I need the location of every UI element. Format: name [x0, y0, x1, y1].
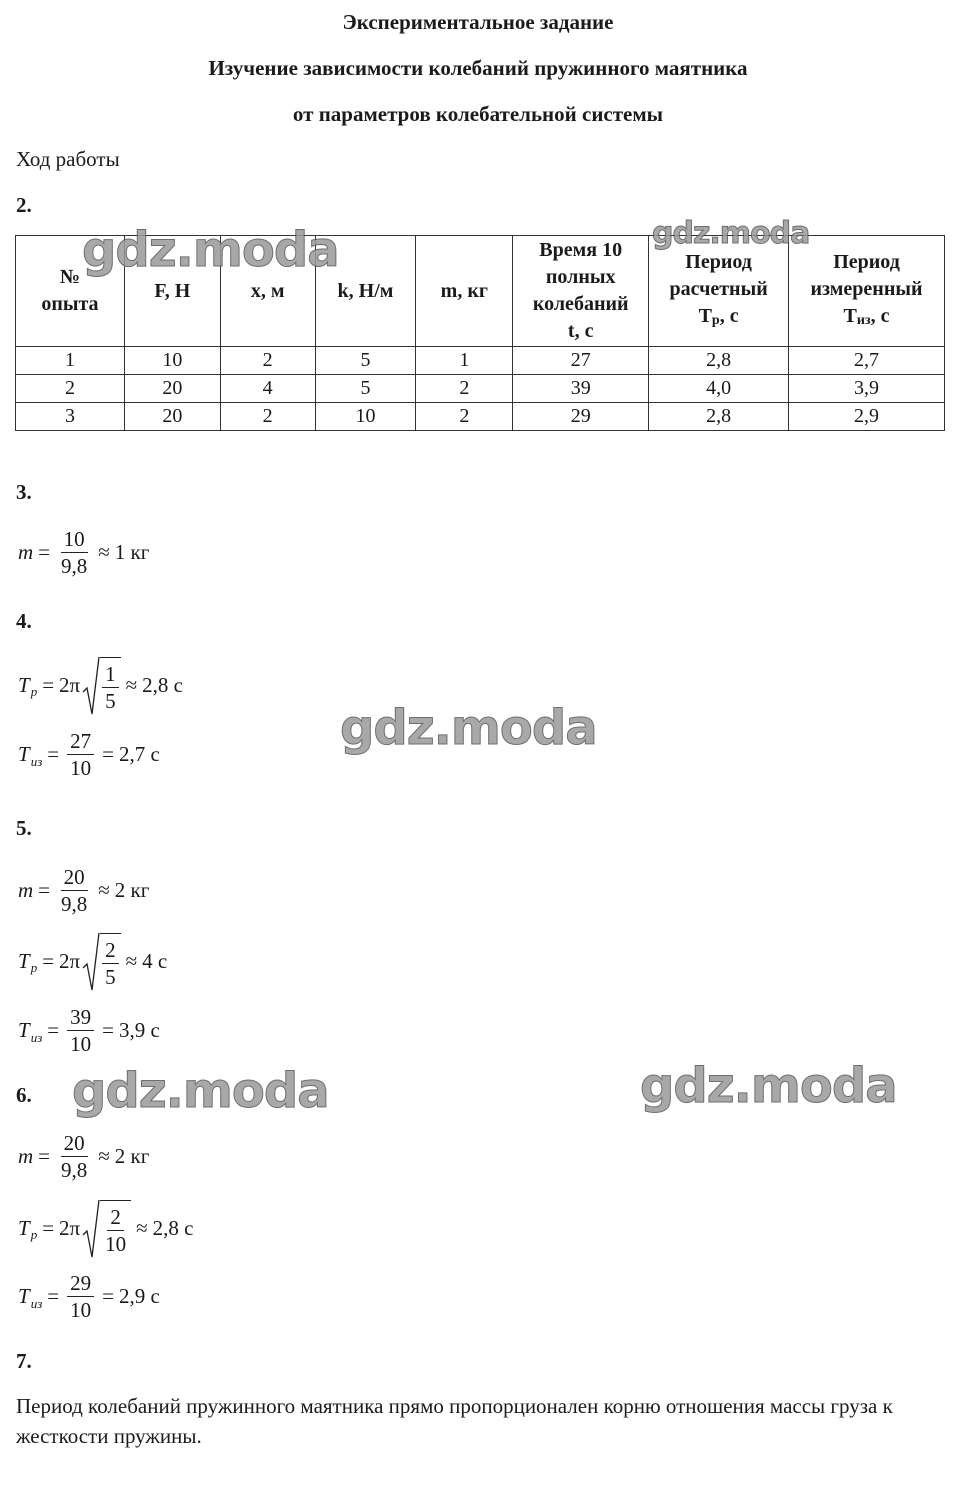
intro-label: Ход работы	[16, 147, 120, 171]
header-time: Время 10 полных колебаний t, с	[513, 236, 649, 347]
watermark: gdz.moda	[72, 1063, 329, 1119]
table-cell: 1	[16, 347, 125, 375]
conclusion-text: Период колебаний пружинного маятника прямо пропорционален корню отношения массы груза к жесткости пружины.	[16, 1394, 893, 1448]
table-cell: 2	[416, 375, 513, 403]
document-subtitle-2: от параметров колебательной системы	[292, 102, 664, 126]
watermark: gdz.moda	[82, 222, 339, 278]
table-cell: 3	[16, 403, 125, 431]
table-cell: 10	[124, 347, 220, 375]
section-4-number: 4.	[16, 609, 32, 633]
formula-period-measured-5: T из = $\frac{39}{10}$ = 3,9 с	[18, 1005, 160, 1056]
table-cell: 39	[513, 375, 649, 403]
table-cell: 3,9	[789, 375, 945, 403]
header-mass: m, кг	[416, 236, 513, 347]
table-cell: 2,8	[649, 403, 789, 431]
watermark: gdz.moda	[640, 1058, 897, 1114]
formula-mass-3: m = $\frac{10}{9,8}$ ≈ 1 кг	[18, 527, 150, 578]
table-cell: 10	[315, 403, 416, 431]
table-cell: 1	[416, 347, 513, 375]
sqrt-sign: $\frac{2}{10}$	[82, 1197, 131, 1259]
header-experiment-number: № опыта	[16, 236, 125, 347]
section-7-number: 7.	[16, 1349, 32, 1373]
section-2-number: 2.	[16, 193, 32, 217]
table-cell: 4	[220, 375, 315, 403]
section-6-number: 6.	[16, 1083, 32, 1107]
table-cell: 5	[315, 347, 416, 375]
table-cell: 29	[513, 403, 649, 431]
document-subtitle: Изучение зависимости колебаний пружинного маятника	[208, 56, 748, 80]
formula-period-calculated-5: T p = 2π $\frac{2}{5}$ ≈ 4 с	[18, 930, 167, 992]
formula-period-measured-4: T из = $\frac{27}{10}$ = 2,7 с	[18, 729, 160, 780]
sqrt-sign: $\frac{1}{5}$	[82, 654, 121, 716]
header-extension: x, м	[220, 236, 315, 347]
table-cell: 2,9	[789, 403, 945, 431]
table-cell: 27	[513, 347, 649, 375]
header-stiffness: k, Н/м	[315, 236, 416, 347]
table-row	[16, 375, 945, 403]
table-cell: 20	[124, 375, 220, 403]
table-row	[16, 347, 945, 375]
table-cell: 4,0	[649, 375, 789, 403]
header-period-calculated: Период расчетный $Т_р$, с	[649, 236, 789, 347]
table-row	[16, 403, 945, 431]
header-force: F, Н	[124, 236, 220, 347]
watermark: gdz.moda	[652, 216, 810, 251]
formula-period-calculated-6: T p = 2π $\frac{2}{10}$ ≈ 2,8 с	[18, 1197, 194, 1259]
section-5-number: 5.	[16, 816, 32, 840]
header-period-measured: Период измеренный $Т_{из}$, с	[789, 236, 945, 347]
formula-mass-6: m = $\frac{20}{9,8}$ ≈ 2 кг	[18, 1131, 150, 1182]
table-cell: 2	[220, 347, 315, 375]
formula-period-calculated-4: T p = 2π $\frac{1}{5}$ ≈ 2,8 с	[18, 654, 183, 716]
table-cell: 2	[16, 375, 125, 403]
section-3-number: 3.	[16, 480, 32, 504]
formula-period-measured-6: T из = $\frac{29}{10}$ = 2,9 с	[18, 1271, 160, 1322]
table-cell: 2	[416, 403, 513, 431]
table-cell: 2,7	[789, 347, 945, 375]
document-title: Экспериментальное задание	[342, 10, 614, 34]
table-cell: 5	[315, 375, 416, 403]
table-cell: 2	[220, 403, 315, 431]
formula-mass-5: m = $\frac{20}{9,8}$ ≈ 2 кг	[18, 865, 150, 916]
table-cell: 20	[124, 403, 220, 431]
sqrt-sign: $\frac{2}{5}$	[82, 930, 121, 992]
table-cell: 2,8	[649, 347, 789, 375]
watermark: gdz.moda	[340, 700, 597, 756]
